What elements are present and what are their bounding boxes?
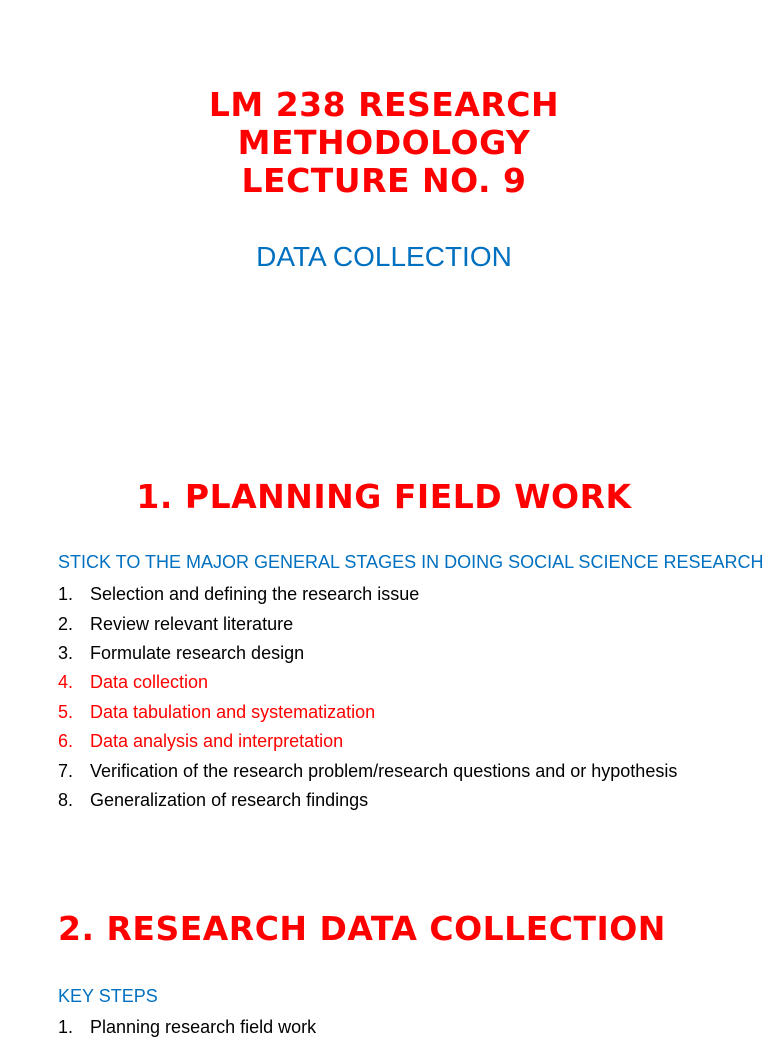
list-item-number: 7. [58, 760, 74, 781]
list-item-text: Verification of the research problem/research questions and or hypothesis [90, 760, 678, 781]
list-item-number: 1. [58, 1017, 74, 1038]
list-item-number: 6. [58, 731, 74, 752]
list-item-text: Data analysis and interpretation [90, 731, 344, 752]
title-line-lecture: LECTURE NO. 9 [241, 161, 527, 200]
list-item [58, 609, 677, 638]
list-item-number: 1. [58, 584, 74, 605]
list-item-number: 8. [58, 789, 74, 810]
list-item [58, 756, 677, 785]
list-item-number: 2. [58, 613, 74, 634]
section-2-heading: 2. RESEARCH DATA COLLECTION [58, 909, 666, 948]
list-item-text: Generalization of research findings [90, 789, 369, 810]
list-item [58, 639, 677, 668]
section-2-intro: KEY STEPS [58, 986, 158, 1006]
title-line-course: LM 238 RESEARCH [208, 85, 560, 124]
list-item [58, 786, 677, 815]
section-1-heading: 1. PLANNING FIELD WORK [136, 477, 632, 516]
list-item [58, 1013, 316, 1042]
section-1-intro: STICK TO THE MAJOR GENERAL STAGES IN DOING SOCIAL SCIENCE RESEARCH [58, 552, 764, 572]
list-item-highlighted [58, 668, 677, 697]
list-item-text: Formulate research design [90, 642, 305, 663]
list-item-text: Selection and defining the research issue [90, 584, 420, 605]
list-item-text: Data tabulation and systematization [90, 701, 376, 722]
document-subtitle: DATA COLLECTION [256, 241, 512, 272]
list-item-text: Review relevant literature [90, 613, 294, 634]
key-steps-list [58, 1013, 316, 1042]
list-item-number: 3. [58, 642, 74, 663]
list-item-text: Data collection [90, 672, 209, 693]
list-item-text: Planning research field work [90, 1017, 317, 1038]
title-line-subject: METHODOLOGY [237, 123, 531, 162]
list-item-number: 5. [58, 701, 74, 722]
document-title [0, 86, 768, 200]
research-stages-list [58, 580, 677, 815]
list-item-highlighted [58, 698, 677, 727]
list-item [58, 580, 677, 609]
list-item-highlighted [58, 727, 677, 756]
list-item-number: 4. [58, 672, 74, 693]
